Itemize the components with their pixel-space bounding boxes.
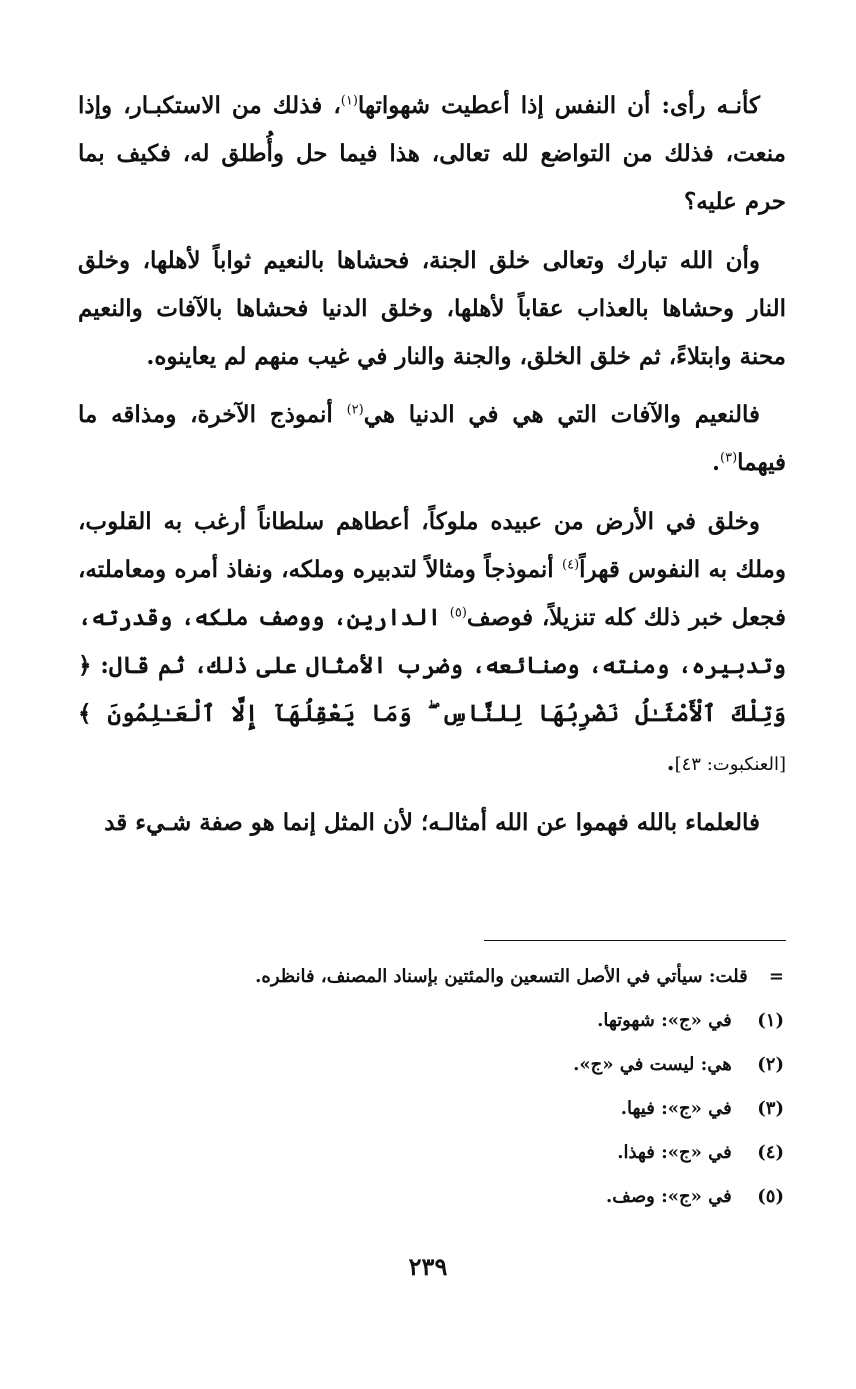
text-run: أنموذج الآخرة، ومذاقه ما فيهما (78, 401, 786, 477)
footnote-number: (٢) (757, 1054, 784, 1075)
paragraph-1 (78, 82, 786, 227)
text-run: كأنـه رأى: أن النفس إذا أعطيت شهواتها (357, 92, 760, 119)
footnote-3 (78, 1087, 784, 1131)
text-run: فالعلماء بالله فهموا عن الله أمثالـه؛ لأن المثل إنما هو صفة شـيء قد (104, 808, 760, 836)
footnote-number: (١) (757, 1010, 784, 1031)
paragraph-3 (78, 391, 786, 487)
text-run: ، فذلك من الاستكبـار، وإذا منعت، فذلك من التواضع لله تعالى، هذا فيما حل وأُطلق له، فكيف بما حرم عليه؟ (78, 92, 786, 216)
footnote-text: في «ج»: فيها. (620, 1098, 732, 1119)
paragraph-5 (78, 799, 786, 847)
footnote-number: (٥) (757, 1186, 784, 1207)
footnote-text: في «ج»: شهوتها. (597, 1010, 732, 1031)
footnote-5 (78, 1175, 784, 1219)
footnote-continuation (78, 955, 784, 999)
footnote-text: في «ج»: وصف. (605, 1186, 732, 1207)
paragraph-4 (78, 498, 786, 789)
footnote-4 (78, 1131, 784, 1175)
footnote-ref[interactable]: (١) (340, 93, 358, 109)
text-run: وخلق في الأرض من عبيده ملوكاً، أعطاهم سلطاناً أرغب به القلوب، وملك به النفوس قهراً (78, 507, 786, 583)
footnote-ref[interactable]: (٣) (720, 450, 738, 466)
footnote-text: هي: ليست في «ج». (573, 1054, 732, 1075)
paragraph-2 (78, 237, 786, 382)
footnote-1 (78, 999, 784, 1043)
quran-verse: ﴿ وَتِلْكَ ٱلْأَمْثَـٰلُ نَضْرِبُهَا لِلنَّاسِ ۖ وَمَا يَعْقِلُهَآ إِلَّا ٱلْعَـٰلِمُونَ ﴾ (78, 652, 786, 728)
page-number: ٢٣٩ (408, 1252, 448, 1281)
text-run: الدارين، ووصف ملكه، وقدرته، وتدبيره، ومنته، وصنائعه، وضرب الأمثال على ذلك، ثم قال: (78, 604, 786, 680)
footnote-ref[interactable]: (٢) (346, 402, 364, 418)
text-run: . (712, 449, 721, 477)
footnote-ref[interactable]: (٤) (562, 557, 580, 573)
footnote-text: في «ج»: فهذا. (617, 1142, 732, 1163)
text-run: أنموذجاً ومثالاً لتدبيره وملكه، ونفاذ أمره ومعاملته، فجعل خبر ذلك كله تنزيلاً، فوصف (78, 555, 786, 632)
footnote-text: قلت: سيأتي في الأصل التسعين والمئتين بإسناد المصنف، فانظره. (255, 966, 748, 987)
quran-reference: [العنكبوت: ٤٣] (674, 753, 786, 775)
footnote-2 (78, 1043, 784, 1087)
text-run: وأن الله تبارك وتعالى خلق الجنة، فحشاها بالنعيم ثواباً لأهلها، وخلق النار وحشاها بالعذاب عقاباً لأهلها، وخلق الدنيا فحشاها بالآفات والنعيم محنة وابتلاءً، ثم خلق الخلق، والجنة والنار في غيب منهم لم يعاينوه. (78, 246, 786, 371)
text-run: . (666, 748, 675, 776)
footnote-number: (٣) (757, 1098, 784, 1119)
footnotes (78, 955, 784, 1219)
footnote-ref[interactable]: (٥) (449, 605, 467, 621)
footnote-divider (484, 940, 786, 941)
text-run: فالنعيم والآفات التي هي في الدنيا هي (363, 401, 760, 429)
footnote-number: (٤) (757, 1142, 784, 1163)
main-text (78, 82, 786, 857)
footnote-marker: = (768, 966, 784, 987)
